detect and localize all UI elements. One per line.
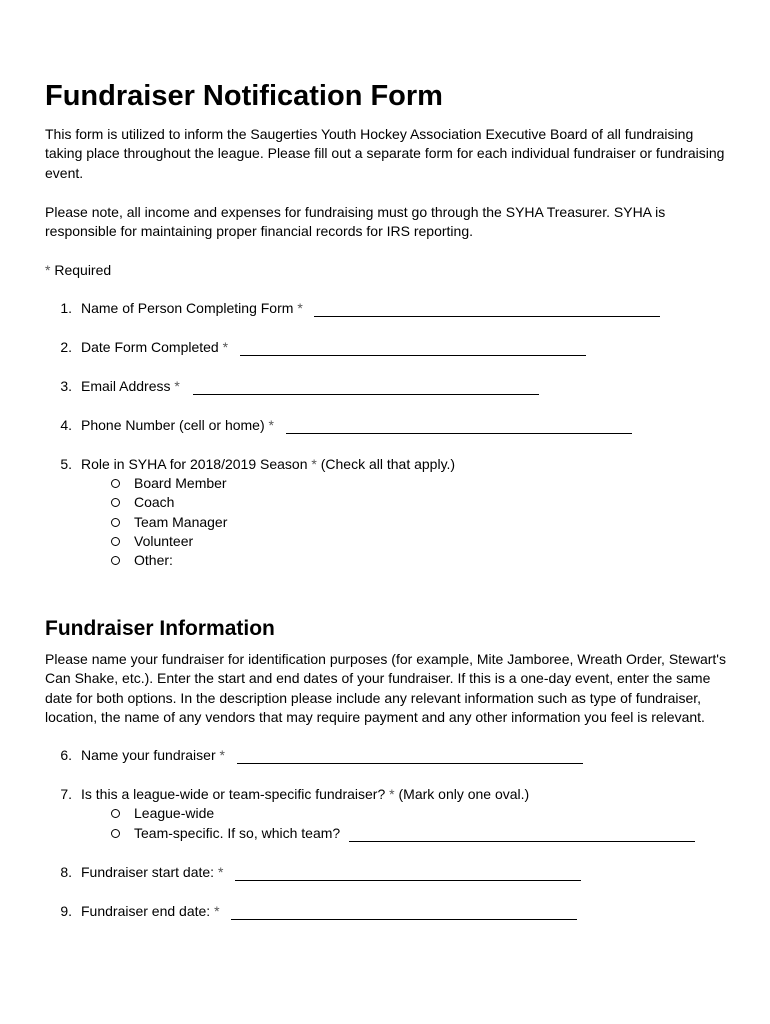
role-option-volunteer[interactable] bbox=[111, 532, 193, 551]
role-option-coach[interactable] bbox=[111, 493, 174, 512]
question-8 bbox=[45, 863, 223, 882]
option-label: League-wide bbox=[134, 805, 215, 821]
question-number: 7. bbox=[60, 786, 72, 802]
required-note bbox=[45, 261, 111, 280]
question-label: Fundraiser end date: bbox=[81, 903, 211, 919]
question-number: 8. bbox=[60, 864, 72, 880]
required-asterisk: * bbox=[297, 300, 303, 316]
question-number: 3. bbox=[60, 378, 72, 394]
section-description: Please name your fundraiser for identification purposes (for example, Mite Jamboree, Wreath Order, Stewart's Can Shake, etc.). Enter the start and end dates of your fundraiser. If this is a one-day event, enter the same date for both options. In the description please include any relevant information such as type of fundraiser, location, the name of any vendors that may require payment and any other information you feel is relevant. bbox=[45, 651, 726, 726]
question-2 bbox=[45, 338, 228, 357]
option-label: Team-specific. If so, which team? bbox=[134, 825, 341, 841]
note-paragraph: Please note, all income and expenses for fundraising must go through the SYHA Treasurer. SYHA is responsible for maintaining proper financial records for IRS reporting. bbox=[45, 204, 666, 240]
question-number: 1. bbox=[60, 300, 72, 316]
required-asterisk: * bbox=[311, 456, 317, 472]
required-asterisk: * bbox=[217, 864, 224, 880]
phone-field[interactable] bbox=[286, 433, 632, 434]
option-label: Other: bbox=[134, 552, 173, 568]
question-3 bbox=[45, 377, 180, 396]
required-asterisk: * bbox=[222, 339, 229, 355]
option-label: Coach bbox=[134, 494, 175, 510]
question-label: Name your fundraiser bbox=[81, 747, 216, 763]
oval-icon bbox=[111, 518, 120, 527]
required-asterisk: * bbox=[219, 747, 225, 763]
role-option-team-manager[interactable] bbox=[111, 513, 227, 532]
section-heading: Fundraiser Information bbox=[45, 617, 275, 640]
question-note: (Check all that apply.) bbox=[320, 456, 456, 472]
start-date-field[interactable] bbox=[235, 880, 581, 881]
required-asterisk: * bbox=[174, 378, 180, 394]
question-4 bbox=[45, 416, 274, 435]
required-asterisk: * bbox=[268, 417, 274, 433]
option-label: Board Member bbox=[134, 475, 227, 491]
question-label: Date Form Completed bbox=[81, 339, 219, 355]
oval-icon bbox=[111, 809, 120, 818]
question-6 bbox=[45, 746, 225, 765]
question-label: Is this a league-wide or team-specific fundraiser? bbox=[81, 786, 386, 802]
oval-icon bbox=[111, 556, 120, 565]
question-5 bbox=[45, 455, 455, 474]
question-1 bbox=[45, 299, 303, 318]
question-number: 9. bbox=[60, 903, 72, 919]
question-9 bbox=[45, 902, 220, 921]
end-date-field[interactable] bbox=[231, 919, 577, 920]
question-label: Fundraiser start date: bbox=[81, 864, 215, 880]
team-name-field[interactable] bbox=[349, 841, 695, 842]
role-option-other[interactable] bbox=[111, 551, 173, 570]
date-completed-field[interactable] bbox=[240, 355, 586, 356]
required-asterisk: * bbox=[45, 262, 51, 278]
email-field[interactable] bbox=[193, 394, 539, 395]
oval-icon bbox=[111, 498, 120, 507]
oval-icon bbox=[111, 829, 120, 838]
question-number: 5. bbox=[60, 456, 72, 472]
required-asterisk: * bbox=[389, 786, 395, 802]
question-label: Phone Number (cell or home) bbox=[81, 417, 265, 433]
question-label: Name of Person Completing Form bbox=[81, 300, 294, 316]
option-label: Team Manager bbox=[134, 514, 228, 530]
question-label: Role in SYHA for 2018/2019 Season bbox=[81, 456, 308, 472]
intro-paragraph: This form is utilized to inform the Saugerties Youth Hockey Association Executive Board of all fundraising taking place throughout the league. Please fill out a separate form for each individual fundraiser or fundraising event. bbox=[45, 126, 725, 181]
question-number: 4. bbox=[60, 417, 72, 433]
question-label: Email Address bbox=[81, 378, 171, 394]
scope-option-team-specific[interactable] bbox=[111, 824, 340, 843]
oval-icon bbox=[111, 479, 120, 488]
question-7 bbox=[45, 785, 529, 804]
scope-option-league-wide[interactable] bbox=[111, 804, 214, 823]
question-number: 2. bbox=[60, 339, 72, 355]
required-label: Required bbox=[54, 262, 112, 278]
role-option-board-member[interactable] bbox=[111, 474, 227, 493]
page-title: Fundraiser Notification Form bbox=[45, 80, 443, 112]
question-number: 6. bbox=[60, 747, 72, 763]
oval-icon bbox=[111, 537, 120, 546]
question-note: (Mark only one oval.) bbox=[398, 786, 530, 802]
option-label: Volunteer bbox=[134, 533, 194, 549]
required-asterisk: * bbox=[214, 903, 220, 919]
person-name-field[interactable] bbox=[314, 316, 660, 317]
fundraiser-name-field[interactable] bbox=[237, 763, 583, 764]
